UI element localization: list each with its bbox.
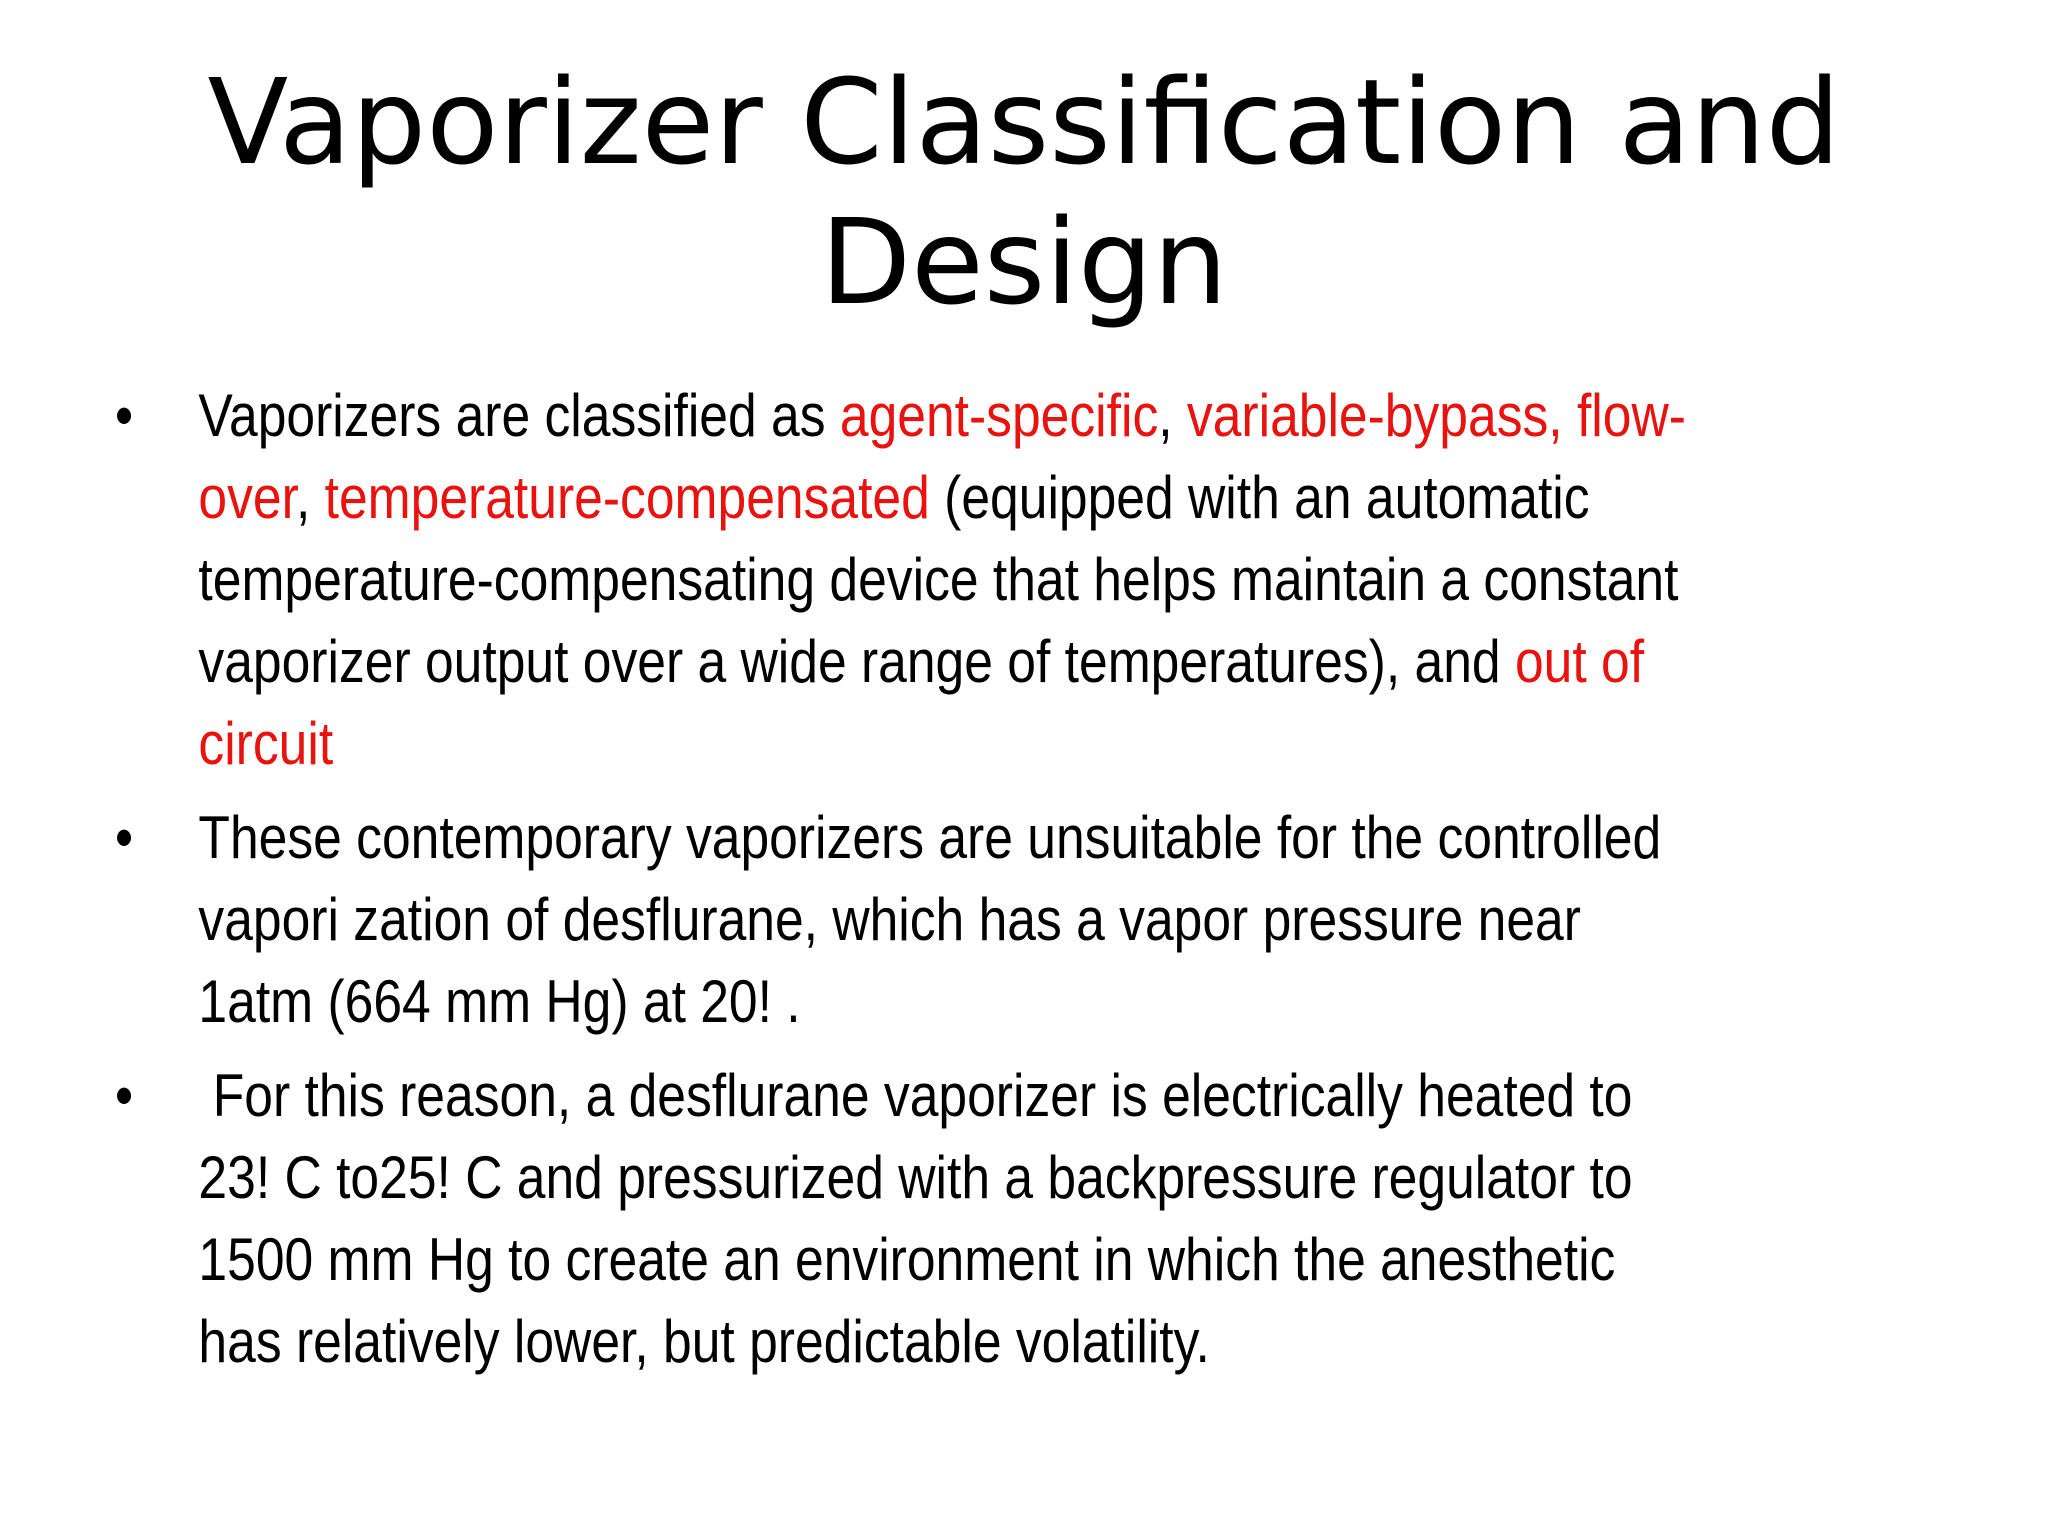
bullet-text-segment: For this reason, a desflurane vaporizer is electrically heated to 23! C to25! C and pressurized with a backpressure regulator to 1500 mm Hg to create an environment in which the anesthetic has relatively lower, but predictable volatility. [198,1062,1647,1375]
bullet-item-3 [115,1055,1697,1383]
bullet-text-segment: (equipped with an automatic temperature-compensating device that helps maintain a constant vaporizer output over a wide range of temperatures), and [198,464,1679,695]
bullet-marker: • [115,1062,134,1129]
highlighted-term: out of circuit [198,628,1645,777]
bullet-marker: • [115,804,134,871]
bullet-text-segment: , [295,464,325,531]
bullet-text-segment: These contemporary vaporizers are unsuitable for the controlled vapori zation of desflurane, which has a vapor pressure near 1atm (664 mm Hg) at 20! . [198,804,1662,1035]
bullet-item-1 [115,375,1697,785]
bullet-text-segment: Vaporizers are classified as [198,382,840,449]
highlighted-term: agent-specific [839,382,1159,449]
highlighted-term: variable-bypass, flow-over [198,382,1686,531]
bullet-text-segment: , [1158,382,1187,449]
slide-title: Vaporizer Classification and Design [207,53,1841,331]
bullet-list [115,375,1697,1395]
highlighted-term: temperature-compensated [324,464,930,531]
bullet-marker: • [115,382,134,449]
bullet-item-2 [115,797,1697,1043]
